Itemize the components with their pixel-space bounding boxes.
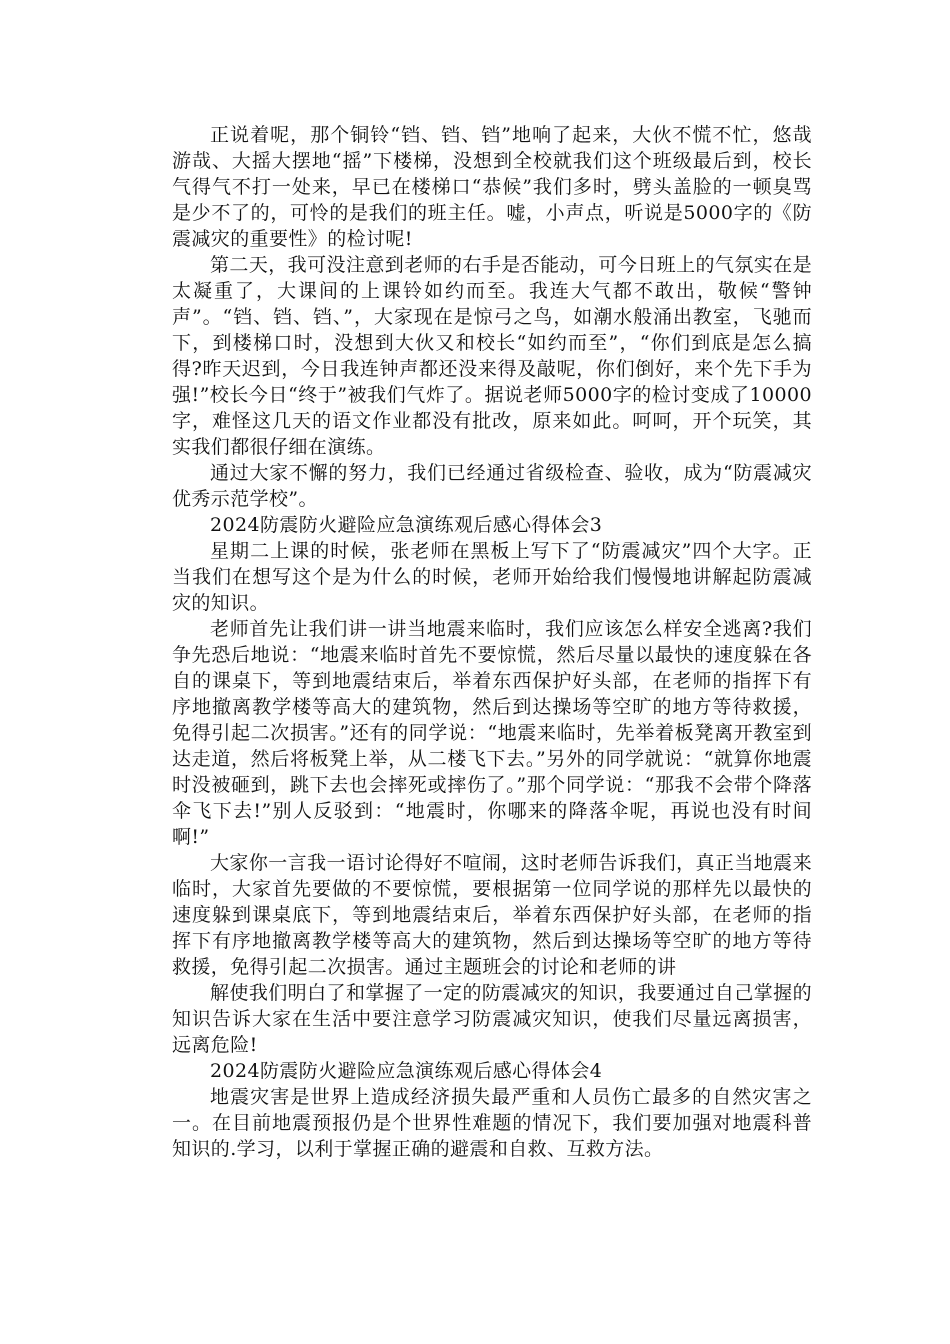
- paragraph-7: 解使我们明白了和掌握了一定的防震减灾的知识，我要通过自己掌握的知识告诉大家在生活中要注意学习防震减灾知识，使我们尽量远离损害，远离危险!: [172, 982, 812, 1056]
- paragraph-6: 大家你一言我一语讨论得好不喧闹，这时老师告诉我们，真正当地震来临时，大家首先要做的不要惊慌，要根据第一位同学说的那样先以最快的速度躲到课桌底下，等到地震结束后，举着东西保护好头部，在老师的指挥下有序地撤离教学楼等高大的建筑物，然后到达操场等空旷的地方等待救援，免得引起二次损害。通过主题班会的讨论和老师的讲: [172, 852, 812, 978]
- paragraph-2: 第二天，我可没注意到老师的右手是否能动，可今日班上的气氛实在是太凝重了，大课间的上课铃如约而至。我连大气都不敢出，敬候“警钟声”。“铛、铛、铛、”，大家现在是惊弓之鸟，如潮水般涌出教室，飞驰而下，到楼梯口时，没想到大伙又和校长“如约而至”，“你们到底是怎么搞得?昨天迟到，今日我连钟声都还没来得及敲呢，你们倒好，来个先下手为强!”校长今日“终于”被我们气炸了。据说老师5000字的检讨变成了10000字，难怪这几天的语文作业都没有批改，原来如此。呵呵，开个玩笑，其实我们都很仔细在演练。: [172, 254, 812, 458]
- document-body: [172, 122, 812, 1162]
- section-heading-4: 2024防震防火避险应急演练观后感心得体会4: [210, 1060, 603, 1082]
- paragraph-3: 通过大家不懈的努力，我们已经通过省级检查、验收，成为“防震减灾优秀示范学校”。: [172, 462, 812, 510]
- paragraph-4: 星期二上课的时候，张老师在黑板上写下了“防震减灾”四个大字。正当我们在想写这个是为什么的时候，老师开始给我们慢慢地讲解起防震减灾的知识。: [172, 540, 812, 614]
- paragraph-5: 老师首先让我们讲一讲当地震来临时，我们应该怎么样安全逃离?我们争先恐后地说：“地震来临时首先不要惊慌，然后尽量以最快的速度躲在各自的课桌下，等到地震结束后，举着东西保护好头部，在老师的指挥下有序地撤离教学楼等高大的建筑物，然后到达操场等空旷的地方等待救援，免得引起二次损害。”还有的同学说：“地震来临时，先举着板凳离开教室到达走道，然后将板凳上举，从二楼飞下去。”另外的同学就说：“就算你地震时没被砸到，跳下去也会摔死或摔伤了。”那个同学说：“那我不会带个降落伞飞下去!”别人反驳到：“地震时，你哪来的降落伞呢，再说也没有时间啊!”: [172, 618, 812, 848]
- section-heading-3: 2024防震防火避险应急演练观后感心得体会3: [210, 514, 603, 536]
- paragraph-8: 地震灾害是世界上造成经济损失最严重和人员伤亡最多的自然灾害之一。在目前地震预报仍是个世界性难题的情况下，我们要加强对地震科普知识的.学习，以利于掌握正确的避震和自救、互救方法。: [172, 1086, 812, 1160]
- paragraph-1: 正说着呢，那个铜铃“铛、铛、铛”地响了起来，大伙不慌不忙，悠哉游哉、大摇大摆地“摇”下楼梯，没想到全校就我们这个班级最后到，校长气得气不打一处来，早已在楼梯口“恭候”我们多时，劈头盖脸的一顿臭骂是少不了的，可怜的是我们的班主任。嘘，小声点，听说是5000字的《防震减灾的重要性》的检讨呢!: [172, 124, 812, 250]
